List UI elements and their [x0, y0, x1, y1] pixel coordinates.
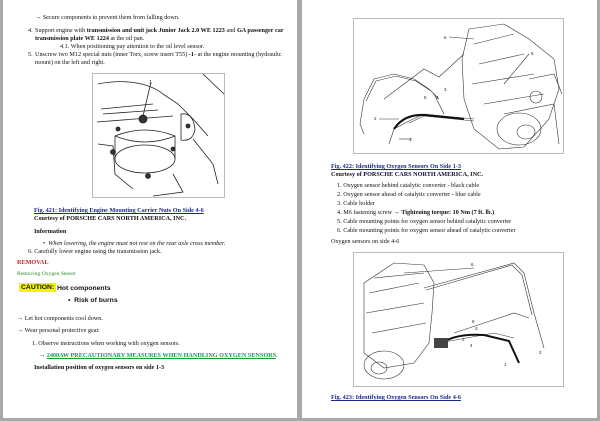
fig422-callout-6b: 6 [531, 51, 534, 56]
fig-422-courtesy: Courtesy of PORSCHE CARS NORTH AMERICA, INC. [331, 171, 484, 178]
step-4-number: 4. [28, 27, 33, 34]
step-5-line-2: mount) on the left and right. [35, 59, 105, 66]
caution-label: CAUTION: [21, 284, 55, 291]
step-5-number: 5. [28, 51, 33, 58]
fig-421-caption-link[interactable]: Fig. 421: Identifying Engine Mounting Carrier Nuts On Side 4-6 [34, 207, 204, 214]
legend-item-6: 6. Cable mounting points for oxygen sensor ahead of catalytic converter [337, 227, 516, 234]
fig423-callout-3: 3 [475, 326, 478, 331]
legend-item-1: 1. Oxygen sensor behind catalytic converter - black cable [337, 182, 480, 189]
step-4-line-2: transmission plate WE 1224 at the oil pan. [35, 35, 145, 42]
fig423-callout-6a: 6 [471, 262, 474, 267]
step-5-line-1: Unscrew two M12 special nuts (inner Torx, screw insert T55) -1- at the engine mounting (hydraulic [35, 51, 282, 58]
let-cool-text: → Let hot components cool down. [17, 315, 103, 322]
fig422-callout-2: 2 [374, 116, 377, 121]
fig423-callout-4: 4 [470, 343, 473, 348]
fig422-callout-3: 3 [444, 87, 447, 92]
observe-instructions-text: 1. Observe instructions when working with oxygen sensors. [32, 340, 180, 347]
left-page [3, 0, 297, 418]
caution-bullet: • Risk of burns [68, 297, 118, 304]
legend-item-5: 5. Cable mounting points for oxygen sensor behind catalytic converter [337, 218, 512, 225]
engine-mount-illustration [93, 74, 224, 197]
figure-421-engine-mount [92, 73, 225, 198]
fig422-callout-1: 1 [409, 137, 412, 142]
figure-423-oxygen-sensors-4-6 [353, 252, 564, 387]
precaution-link-line: → 2400AW PRECAUTIONARY MEASURES WHEN HANDLING OXYGEN SENSORS. [39, 352, 278, 359]
step-4-1-text: 4.1. When positioning pay attention to the oil level sensor. [60, 43, 205, 50]
caution-text: Hot components [57, 285, 111, 292]
tightening-torque: Tightening torque: 10 Nm (7 ft. lb.) [401, 209, 495, 216]
oxygen-sensors-side-1-3-illustration [354, 19, 563, 153]
wear-gear-text: → Wear personal protective gear. [17, 327, 100, 334]
information-heading: Information [34, 228, 67, 235]
fig422-callout-5: 5 [424, 95, 427, 100]
fig423-callout-1: 1 [504, 362, 507, 367]
secure-components-text: → Secure components to prevent them from falling down. [35, 14, 180, 21]
step-6-text: 6. Carefully lower engine using the transmission jack. [28, 248, 162, 255]
fig422-callout-6a: 6 [444, 35, 447, 40]
sensors-side-4-6-text: Oxygen sensors on side 4-6 [331, 238, 400, 245]
fig421-callout-1: 1 [149, 80, 153, 86]
fig423-callout-6b: 6 [472, 319, 475, 324]
step-4-line-1: Support engine with transmission and unit jack Junior Jack 2.0 WE 1223 and GA passenger car [35, 27, 284, 34]
legend-item-3: 3. Cable holder [337, 200, 375, 207]
removing-oxygen-sensor-heading: Removing Oxygen Sensor [17, 271, 77, 277]
fig423-callout-2b: 2 [539, 350, 542, 355]
legend-item-4: 4. M6 fastening screw → Tightening torque: 10 Nm (7 ft. lb.) [337, 209, 495, 216]
fig423-callout-2a: 2 [462, 337, 465, 342]
information-bullet: • When lowering, the engine must not rest on the rear axle cross member. [43, 240, 226, 247]
right-page [302, 0, 597, 418]
figure-422-oxygen-sensors-1-3 [353, 18, 564, 154]
fig422-callout-4: 4 [436, 95, 439, 100]
fig-421-courtesy: Courtesy of PORSCHE CARS NORTH AMERICA, INC. [34, 215, 187, 222]
legend-item-2: 2. Oxygen sensor ahead of catalytic converter - blue cable [337, 191, 481, 198]
installation-position-heading: Installation position of oxygen sensors on side 1-3 [34, 364, 165, 371]
precautionary-measures-link[interactable]: 2400AW PRECAUTIONARY MEASURES WHEN HANDLING OXYGEN SENSORS [46, 352, 277, 359]
fig-422-caption-link[interactable]: Fig. 422: Identifying Oxygen Sensors On Side 1-3 [331, 163, 461, 170]
caution-block [19, 284, 56, 292]
fig-423-caption-link[interactable]: Fig. 423: Identifying Oxygen Sensors On Side 4-6 [331, 394, 461, 401]
oxygen-sensors-side-4-6-illustration [354, 253, 563, 386]
removal-heading: REMOVAL [17, 259, 49, 266]
